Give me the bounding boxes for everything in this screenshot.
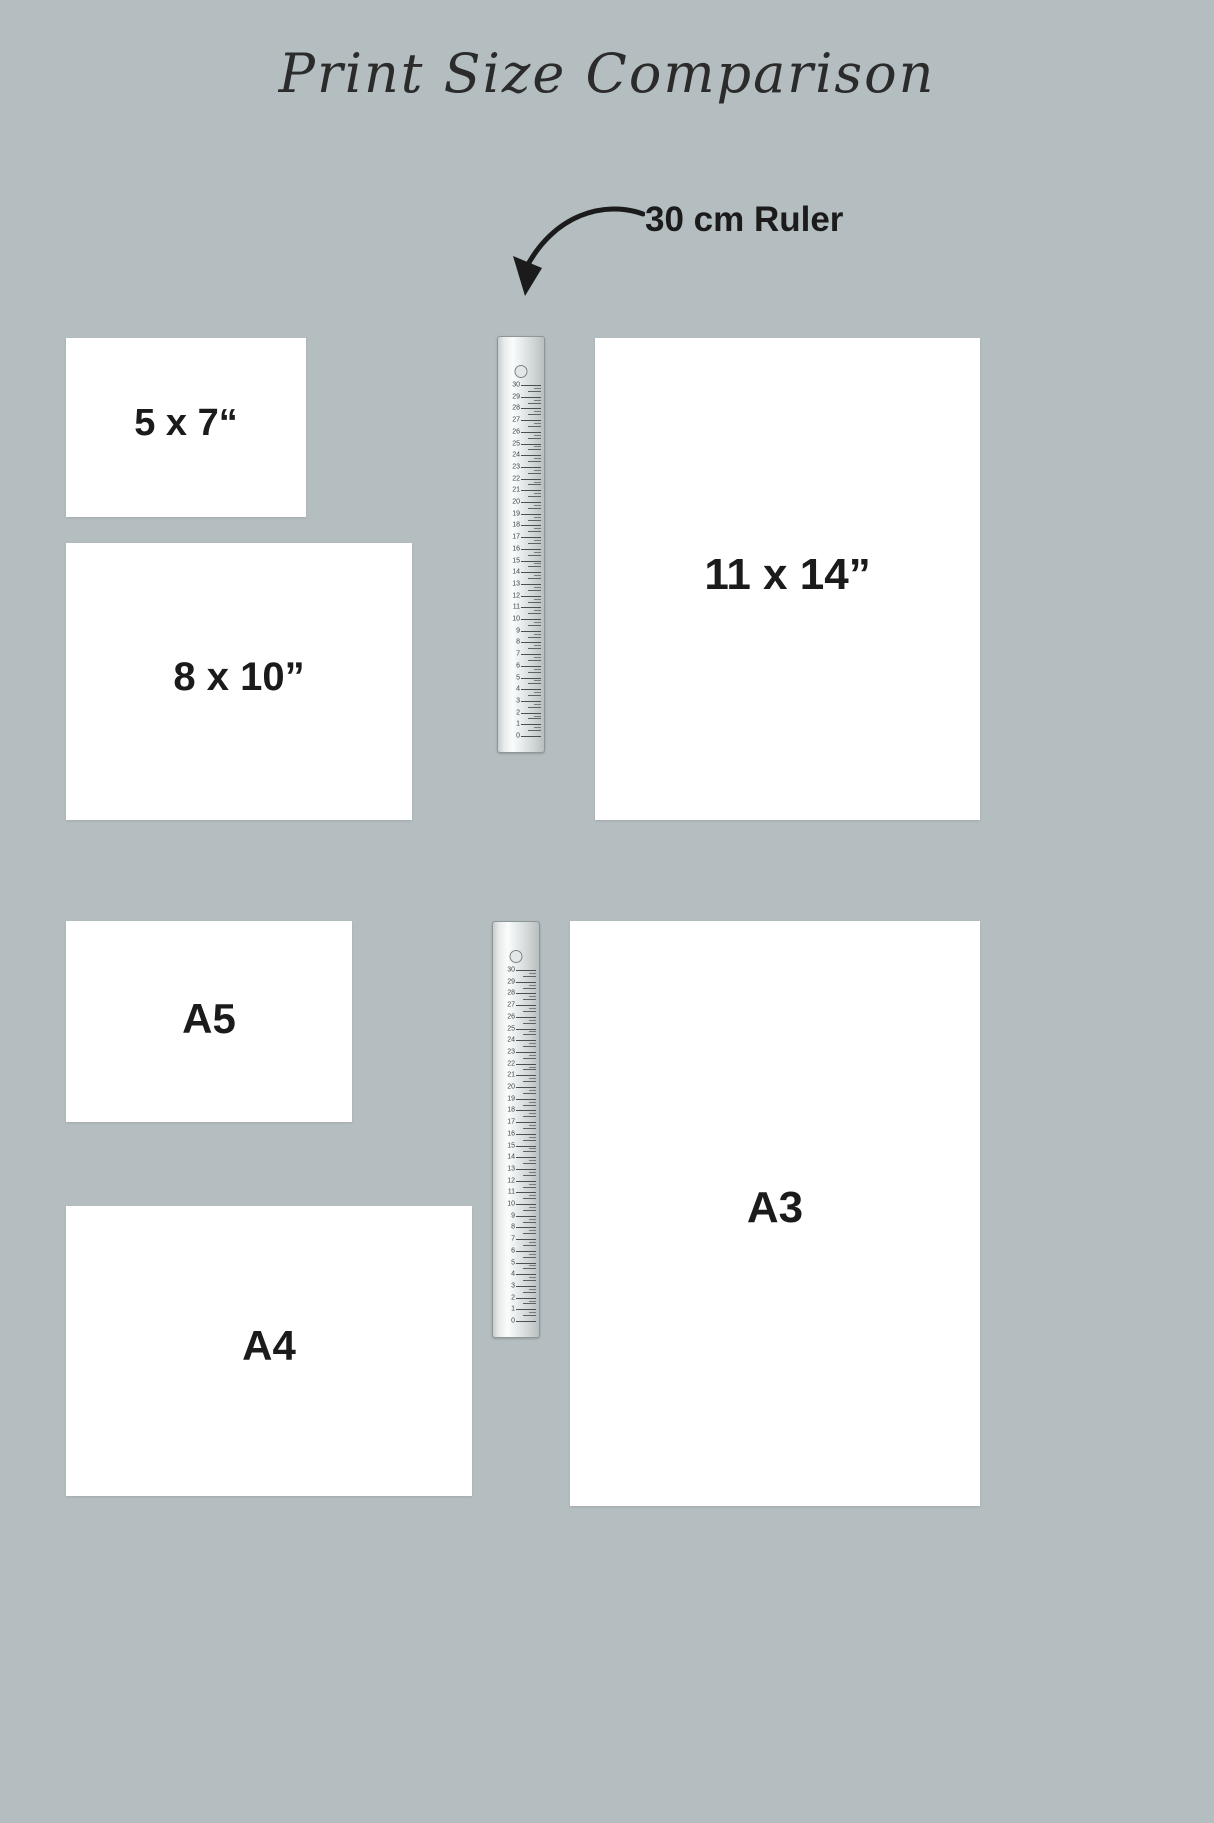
ruler-annotation-label: 30 cm Ruler [645,200,844,239]
print-size-label: A3 [746,1183,804,1232]
print-size-11x14 [595,338,980,820]
print-size-a3 [570,921,980,1506]
print-size-label: 8 x 10” [173,655,305,699]
ruler-top-ticks: 30 29 28 27 26 25 24 23 22 21 20 19 18 17 16 15 14 13 12 11 10 9 8 7 6 5 4 3 2 1 0 [498,337,544,752]
page-title: Print Size Comparison [278,42,936,105]
ruler-top [497,336,545,753]
print-size-8x10 [66,543,412,820]
print-size-label: 11 x 14” [704,550,871,599]
print-size-5x7 [66,338,306,517]
curved-arrow-icon [495,192,645,312]
print-size-a4 [66,1206,472,1496]
ruler-bottom [492,921,540,1338]
print-size-label: A5 [182,995,236,1042]
print-size-label: 5 x 7“ [134,402,238,444]
ruler-bottom-ticks: 30 29 28 27 26 25 24 23 22 21 20 19 18 17 16 15 14 13 12 11 10 9 8 7 6 5 4 3 2 1 0 [493,922,539,1337]
print-size-label: A4 [242,1322,296,1369]
print-size-a5 [66,921,352,1122]
